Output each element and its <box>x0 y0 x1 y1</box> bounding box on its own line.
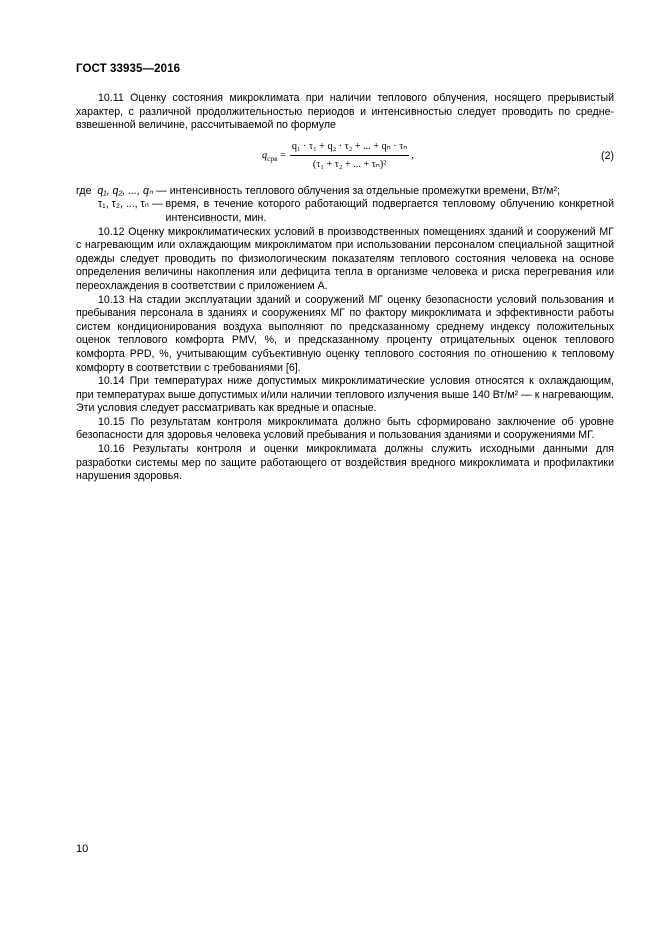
legend-line-tau <box>76 198 614 225</box>
formula-lhs: $q_{срв}$ = <box>262 150 286 164</box>
paragraph-10-12: 10.12 Оценку микроклиматических условий в производственных помещениях зданий и сооружений МГ с нагревающим или охлаждающим микроклиматом при использовании персоналом специальной защитной одежды следует проводить по физиологическим показателям теплового состояния человека на основе определения величины накопления или дефицита тепла в организме человека и риска перегревания или переохлаждения в соответствии с приложением А. <box>76 225 614 292</box>
paragraph-10-15: 10.15 По результатам контроля микроклимата должно быть сформировано заключение об уровне безопасности для здоровья человека условий пребывания и пользования зданиями и сооружениями МГ. <box>76 415 614 442</box>
legend-dash: — <box>156 184 167 197</box>
legend-tau-description: время, в течение которого работающий подвергается тепловому облучению конкретной интенсивности, мин. <box>165 198 614 224</box>
legend-tau-symbols: τ₁, τ₂, ..., τₙ <box>98 198 149 211</box>
formula-numerator: q₁ · τ₁ + q₂ · τ₂ + ... + qₙ · τₙ <box>290 140 410 157</box>
formula-2 <box>76 140 614 180</box>
legend-dash: — <box>151 198 163 211</box>
page-number: 10 <box>76 843 89 855</box>
formula-legend <box>76 185 614 226</box>
formula-expression <box>262 140 414 172</box>
paragraph-10-14: 10.14 При температурах ниже допустимых микроклиматические условия относятся к охлаждающим, при температурах выше допустимых и/или наличии теплового излучения выше 140 Вт/м² — к нагревающим. Эти условия следует рассматривать как вредные и опасные. <box>76 375 614 415</box>
formula-comma: , <box>411 150 414 162</box>
formula-denominator: (τ₁ + τ₂ + ... + τₙ)² <box>312 159 387 171</box>
document-header: ГОСТ 33935—2016 <box>76 63 181 75</box>
formula-fraction <box>290 140 410 172</box>
legend-prefix: где q₁, q₂, ..., qₙ <box>76 184 154 197</box>
paragraph-10-13: 10.13 На стадии эксплуатации зданий и сооружений МГ оценку безопасности условий пользования и пребывания персонала в зданиях и сооружениях МГ по фактору микроклимата и эффективности работы систем кондиционирования воздуха выполняют по предсказанному среднему индексу положительных оценок теплового комфорта PMV, %, и предсказанному проценту отрицательных оценок теплового комфорта PPD, %, учитывающим субъективную оценку теплового состояния по отношению к тепловому комфорту в соответствии с требованиями [6]. <box>76 293 614 374</box>
document-body <box>76 92 614 484</box>
equation-number: (2) <box>601 149 614 162</box>
legend-line-q <box>76 185 614 199</box>
legend-q-description: интенсивность теплового облучения за отдельные промежутки времени, Вт/м²; <box>169 184 560 197</box>
paragraph-10-11: 10.11 Оценку состояния микроклимата при наличии теплового облучения, носящего прерывистый характер, с различной продолжительностью периодов и интенсивностью следует проводить по средне-взвешенной величине, рассчитываемой по формуле <box>76 92 614 132</box>
paragraph-10-16: 10.16 Результаты контроля и оценки микроклимата должны служить исходными данными для разработки системы мер по защите работающего от воздействия вредного микроклимата и профилактики нарушения здоровья. <box>76 443 614 483</box>
